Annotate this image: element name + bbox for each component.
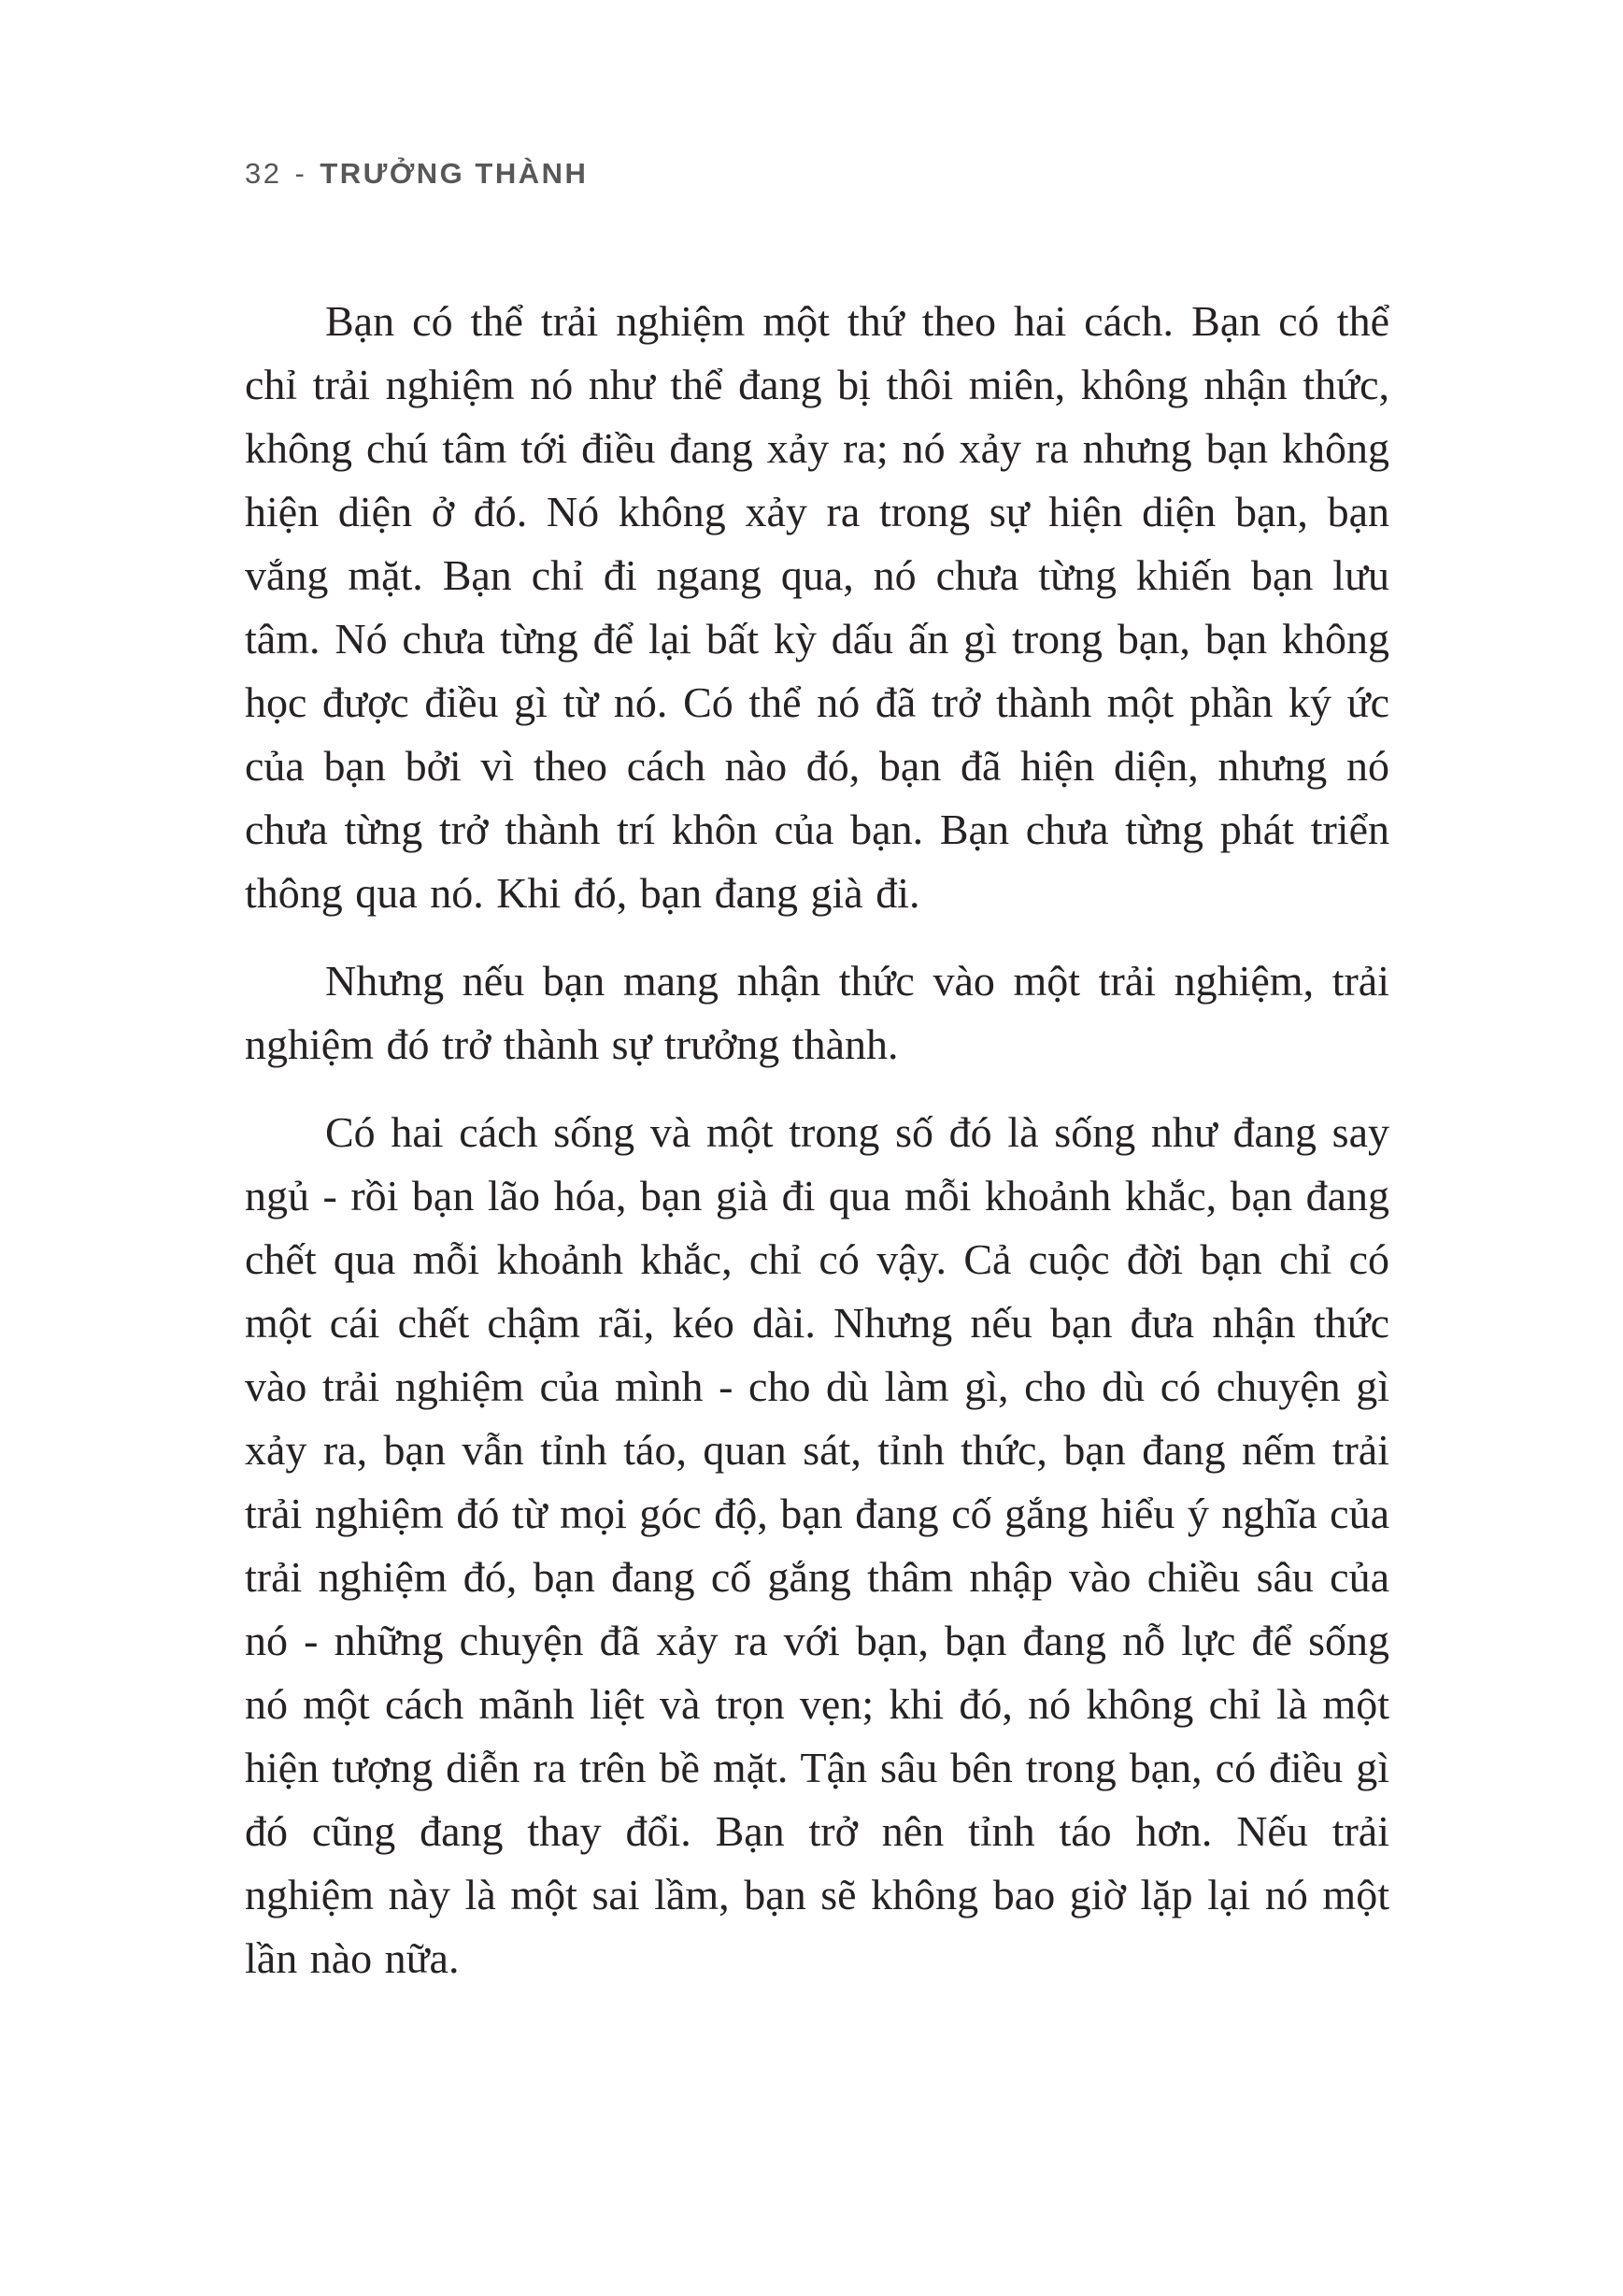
paragraph-1: Bạn có thể trải nghiệm một thứ theo hai cách. Bạn có thể chỉ trải nghiệm nó như thể đang bị thôi miên, không nhận thức, không chú tâm tới điều đang xảy ra; nó xảy ra nhưng bạn không hiện diện ở đó. Nó không xảy ra trong sự hiện diện bạn, bạn vắng mặt. Bạn chỉ đi ngang qua, nó chưa từng khiến bạn lưu tâm. Nó chưa từng để lại bất kỳ dấu ấn gì trong bạn, bạn không học được điều gì từ nó. Có thể nó đã trở thành một phần ký ức của bạn bởi vì theo cách nào đó, bạn đã hiện diện, nhưng nó chưa từng trở thành trí khôn của bạn. Bạn chưa từng phát triển thông qua nó. Khi đó, bạn đang già đi. [245, 297, 1389, 917]
paragraph-2: Nhưng nếu bạn mang nhận thức vào một trải nghiệm, trải nghiệm đó trở thành sự trưởng thành. [245, 957, 1389, 1068]
page-body [245, 290, 1389, 1990]
page-number: 32 [245, 157, 282, 190]
running-header [245, 157, 1389, 191]
paragraph-3: Có hai cách sống và một trong số đó là sống như đang say ngủ - rồi bạn lão hóa, bạn già đi qua mỗi khoảnh khắc, bạn đang chết qua mỗi khoảnh khắc, chỉ có vậy. Cả cuộc đời bạn chỉ có một cái chết chậm rãi, kéo dài. Nhưng nếu bạn đưa nhận thức vào trải nghiệm của mình - cho dù làm gì, cho dù có chuyện gì xảy ra, bạn vẫn tỉnh táo, quan sát, tỉnh thức, bạn đang nếm trải trải nghiệm đó từ mọi góc độ, bạn đang cố gắng hiểu ý nghĩa của trải nghiệm đó, bạn đang cố gắng thâm nhập vào chiều sâu của nó - những chuyện đã xảy ra với bạn, bạn đang nỗ lực để sống nó một cách mãnh liệt và trọn vẹn; khi đó, nó không chỉ là một hiện tượng diễn ra trên bề mặt. Tận sâu bên trong bạn, có điều gì đó cũng đang thay đổi. Bạn trở nên tỉnh táo hơn. Nếu trải nghiệm này là một sai lầm, bạn sẽ không bao giờ lặp lại nó một lần nào nữa. [245, 1108, 1389, 1982]
header-separator: - [294, 157, 307, 190]
book-title: TRƯỞNG THÀNH [320, 157, 589, 190]
